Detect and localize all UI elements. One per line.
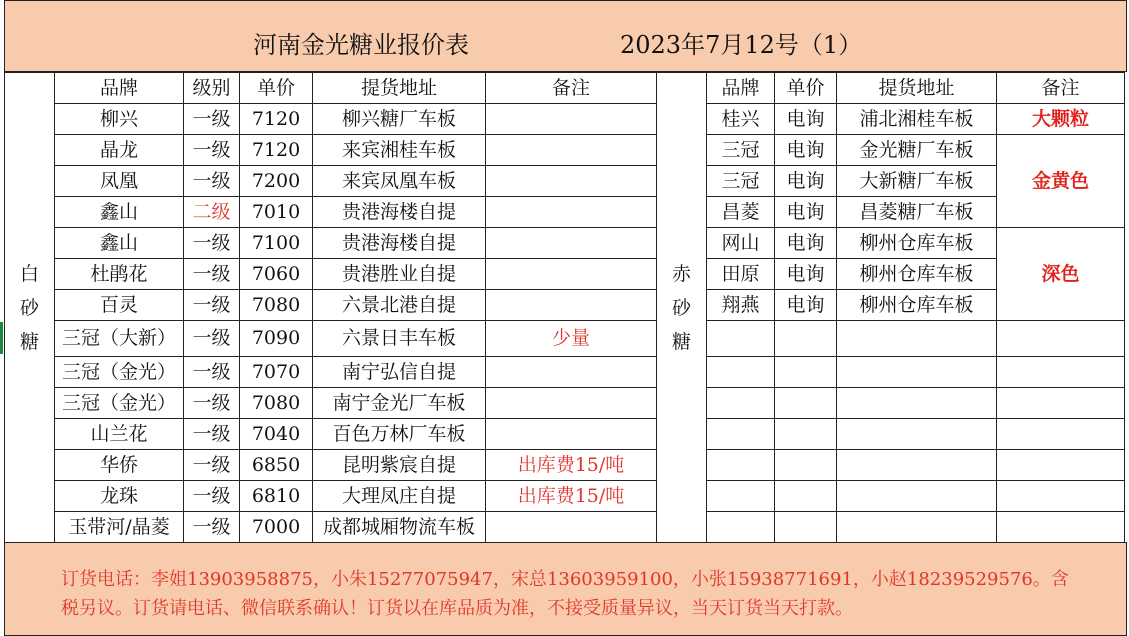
red-col-header-price: 单价 <box>775 73 837 104</box>
white-grade-cell: 一级 <box>184 166 240 197</box>
red-col-header-address: 提货地址 <box>837 73 997 104</box>
red-address-cell <box>837 481 997 512</box>
white-note-cell <box>486 197 657 228</box>
red-brand-cell: 网山 <box>707 228 775 259</box>
table-row <box>5 450 1125 481</box>
white-note-cell <box>486 512 657 543</box>
red-price-cell: 电询 <box>775 166 837 197</box>
white-brand-cell: 三冠（金光） <box>55 357 184 388</box>
red-price-cell: 电询 <box>775 135 837 166</box>
table-row <box>5 512 1125 543</box>
white-brand-cell: 鑫山 <box>55 228 184 259</box>
white-note-cell: 出库费15/吨 <box>486 450 657 481</box>
white-brand-cell: 杜鹃花 <box>55 259 184 290</box>
white-brand-cell: 三冠（大新） <box>55 321 184 357</box>
white-price-cell: 7070 <box>240 357 313 388</box>
white-price-cell: 7100 <box>240 228 313 259</box>
red-address-cell: 柳州仓库车板 <box>837 259 997 290</box>
red-brand-cell: 翔燕 <box>707 290 775 321</box>
red-brand-cell: 桂兴 <box>707 104 775 135</box>
white-note-cell <box>486 388 657 419</box>
white-note-cell <box>486 357 657 388</box>
red-note-cell <box>997 357 1125 388</box>
table-row <box>5 228 1125 259</box>
white-grade-cell: 一级 <box>184 135 240 166</box>
table-row <box>5 135 1125 166</box>
col-header-grade: 级别 <box>184 73 240 104</box>
white-note-cell <box>486 419 657 450</box>
white-address-cell: 贵港海楼自提 <box>313 197 486 228</box>
white-brand-cell: 鑫山 <box>55 197 184 228</box>
col-header-address: 提货地址 <box>313 73 486 104</box>
white-grade-cell: 一级 <box>184 259 240 290</box>
white-price-cell: 7010 <box>240 197 313 228</box>
red-note-cell <box>997 512 1125 543</box>
red-col-header-note: 备注 <box>997 73 1125 104</box>
red-address-cell: 柳州仓库车板 <box>837 228 997 259</box>
white-grade-cell: 一级 <box>184 481 240 512</box>
white-grade-cell: 一级 <box>184 450 240 481</box>
red-note-cell: 金黄色 <box>997 135 1125 228</box>
col-header-brand: 品牌 <box>55 73 184 104</box>
red-note-cell <box>997 321 1125 357</box>
footer-contacts: 订货电话：李姐13903958875，小朱15277075947，宋总13603959100，小张15938771691，小赵18239529576。含 <box>61 569 1069 590</box>
white-grade-cell: 一级 <box>184 388 240 419</box>
white-grade-cell: 二级 <box>184 197 240 228</box>
red-note-cell <box>997 388 1125 419</box>
header-row <box>5 73 1125 104</box>
white-note-cell <box>486 259 657 290</box>
white-note-cell <box>486 228 657 259</box>
white-address-cell: 贵港胜业自提 <box>313 259 486 290</box>
red-address-cell: 浦北湘桂车板 <box>837 104 997 135</box>
price-table <box>4 72 1125 543</box>
red-address-cell: 大新糖厂车板 <box>837 166 997 197</box>
table-row <box>5 259 1125 290</box>
white-brand-cell: 龙珠 <box>55 481 184 512</box>
sheet-date: 2023年7月12号（1） <box>620 31 863 59</box>
red-brand-cell <box>707 388 775 419</box>
table-row <box>5 357 1125 388</box>
white-price-cell: 7120 <box>240 135 313 166</box>
red-brand-cell <box>707 419 775 450</box>
red-price-cell: 电询 <box>775 104 837 135</box>
red-address-cell: 柳州仓库车板 <box>837 290 997 321</box>
table-row <box>5 104 1125 135</box>
white-grade-cell: 一级 <box>184 321 240 357</box>
white-price-cell: 7080 <box>240 388 313 419</box>
red-brand-cell <box>707 481 775 512</box>
red-address-cell <box>837 419 997 450</box>
red-address-cell: 金光糖厂车板 <box>837 135 997 166</box>
red-price-cell: 电询 <box>775 259 837 290</box>
red-brand-cell: 三冠 <box>707 135 775 166</box>
white-address-cell: 大理凤庄自提 <box>313 481 486 512</box>
white-brand-cell: 山兰花 <box>55 419 184 450</box>
white-price-cell: 7080 <box>240 290 313 321</box>
white-brand-cell: 百灵 <box>55 290 184 321</box>
white-note-cell <box>486 290 657 321</box>
title-bar <box>4 0 1127 72</box>
col-header-note: 备注 <box>486 73 657 104</box>
red-address-cell: 昌菱糖厂车板 <box>837 197 997 228</box>
red-price-cell <box>775 512 837 543</box>
white-price-cell: 7060 <box>240 259 313 290</box>
white-brand-cell: 玉带河/晶菱 <box>55 512 184 543</box>
white-brand-cell: 华侨 <box>55 450 184 481</box>
order-footer <box>4 542 1127 636</box>
red-note-cell: 深色 <box>997 228 1125 321</box>
red-price-cell <box>775 419 837 450</box>
red-brand-cell <box>707 512 775 543</box>
white-address-cell: 百色万林厂车板 <box>313 419 486 450</box>
red-brand-cell <box>707 321 775 357</box>
red-sugar-category: 赤 砂 糖 <box>657 73 707 543</box>
red-note-cell <box>997 450 1125 481</box>
white-grade-cell: 一级 <box>184 357 240 388</box>
sheet-title: 河南金光糖业报价表 <box>253 31 469 59</box>
red-price-cell <box>775 481 837 512</box>
red-brand-cell: 田原 <box>707 259 775 290</box>
red-price-cell <box>775 321 837 357</box>
red-brand-cell <box>707 450 775 481</box>
white-price-cell: 6810 <box>240 481 313 512</box>
red-price-cell <box>775 450 837 481</box>
white-grade-cell: 一级 <box>184 290 240 321</box>
red-price-cell: 电询 <box>775 228 837 259</box>
red-col-header-brand: 品牌 <box>707 73 775 104</box>
white-price-cell: 7090 <box>240 321 313 357</box>
white-note-cell: 出库费15/吨 <box>486 481 657 512</box>
col-header-price: 单价 <box>240 73 313 104</box>
red-note-cell <box>997 481 1125 512</box>
red-price-cell <box>775 357 837 388</box>
white-sugar-category: 白 砂 糖 <box>5 73 55 543</box>
white-grade-cell: 一级 <box>184 104 240 135</box>
row-marker <box>0 322 3 354</box>
red-brand-cell <box>707 357 775 388</box>
white-price-cell: 7000 <box>240 512 313 543</box>
table-row <box>5 197 1125 228</box>
white-address-cell: 柳兴糖厂车板 <box>313 104 486 135</box>
white-address-cell: 南宁金光厂车板 <box>313 388 486 419</box>
white-address-cell: 六景北港自提 <box>313 290 486 321</box>
white-price-cell: 6850 <box>240 450 313 481</box>
red-price-cell: 电询 <box>775 197 837 228</box>
red-address-cell <box>837 388 997 419</box>
white-note-cell <box>486 104 657 135</box>
table-row <box>5 388 1125 419</box>
white-note-cell <box>486 135 657 166</box>
table-row <box>5 321 1125 357</box>
red-brand-cell: 昌菱 <box>707 197 775 228</box>
white-grade-cell: 一级 <box>184 419 240 450</box>
white-address-cell: 南宁弘信自提 <box>313 357 486 388</box>
table-row <box>5 481 1125 512</box>
white-address-cell: 六景日丰车板 <box>313 321 486 357</box>
red-brand-cell: 三冠 <box>707 166 775 197</box>
white-address-cell: 来宾湘桂车板 <box>313 135 486 166</box>
white-brand-cell: 晶龙 <box>55 135 184 166</box>
white-grade-cell: 一级 <box>184 228 240 259</box>
white-brand-cell: 柳兴 <box>55 104 184 135</box>
white-brand-cell: 三冠（金光） <box>55 388 184 419</box>
red-price-cell: 电询 <box>775 290 837 321</box>
red-address-cell <box>837 357 997 388</box>
white-brand-cell: 凤凰 <box>55 166 184 197</box>
red-note-cell <box>997 419 1125 450</box>
white-price-cell: 7040 <box>240 419 313 450</box>
white-address-cell: 贵港海楼自提 <box>313 228 486 259</box>
red-price-cell <box>775 388 837 419</box>
red-address-cell <box>837 512 997 543</box>
table-row <box>5 419 1125 450</box>
white-note-cell <box>486 166 657 197</box>
white-address-cell: 成都城厢物流车板 <box>313 512 486 543</box>
red-address-cell <box>837 450 997 481</box>
white-address-cell: 昆明紫宸自提 <box>313 450 486 481</box>
red-address-cell <box>837 321 997 357</box>
white-price-cell: 7200 <box>240 166 313 197</box>
red-note-cell: 大颗粒 <box>997 104 1125 135</box>
footer-terms: 税另议。订货请电话、微信联系确认！订货以在库品质为准，不接受质量异议，当天订货当天打款。 <box>61 598 853 619</box>
white-address-cell: 来宾凤凰车板 <box>313 166 486 197</box>
white-note-cell: 少量 <box>486 321 657 357</box>
white-grade-cell: 一级 <box>184 512 240 543</box>
table-row <box>5 166 1125 197</box>
white-price-cell: 7120 <box>240 104 313 135</box>
table-row <box>5 290 1125 321</box>
